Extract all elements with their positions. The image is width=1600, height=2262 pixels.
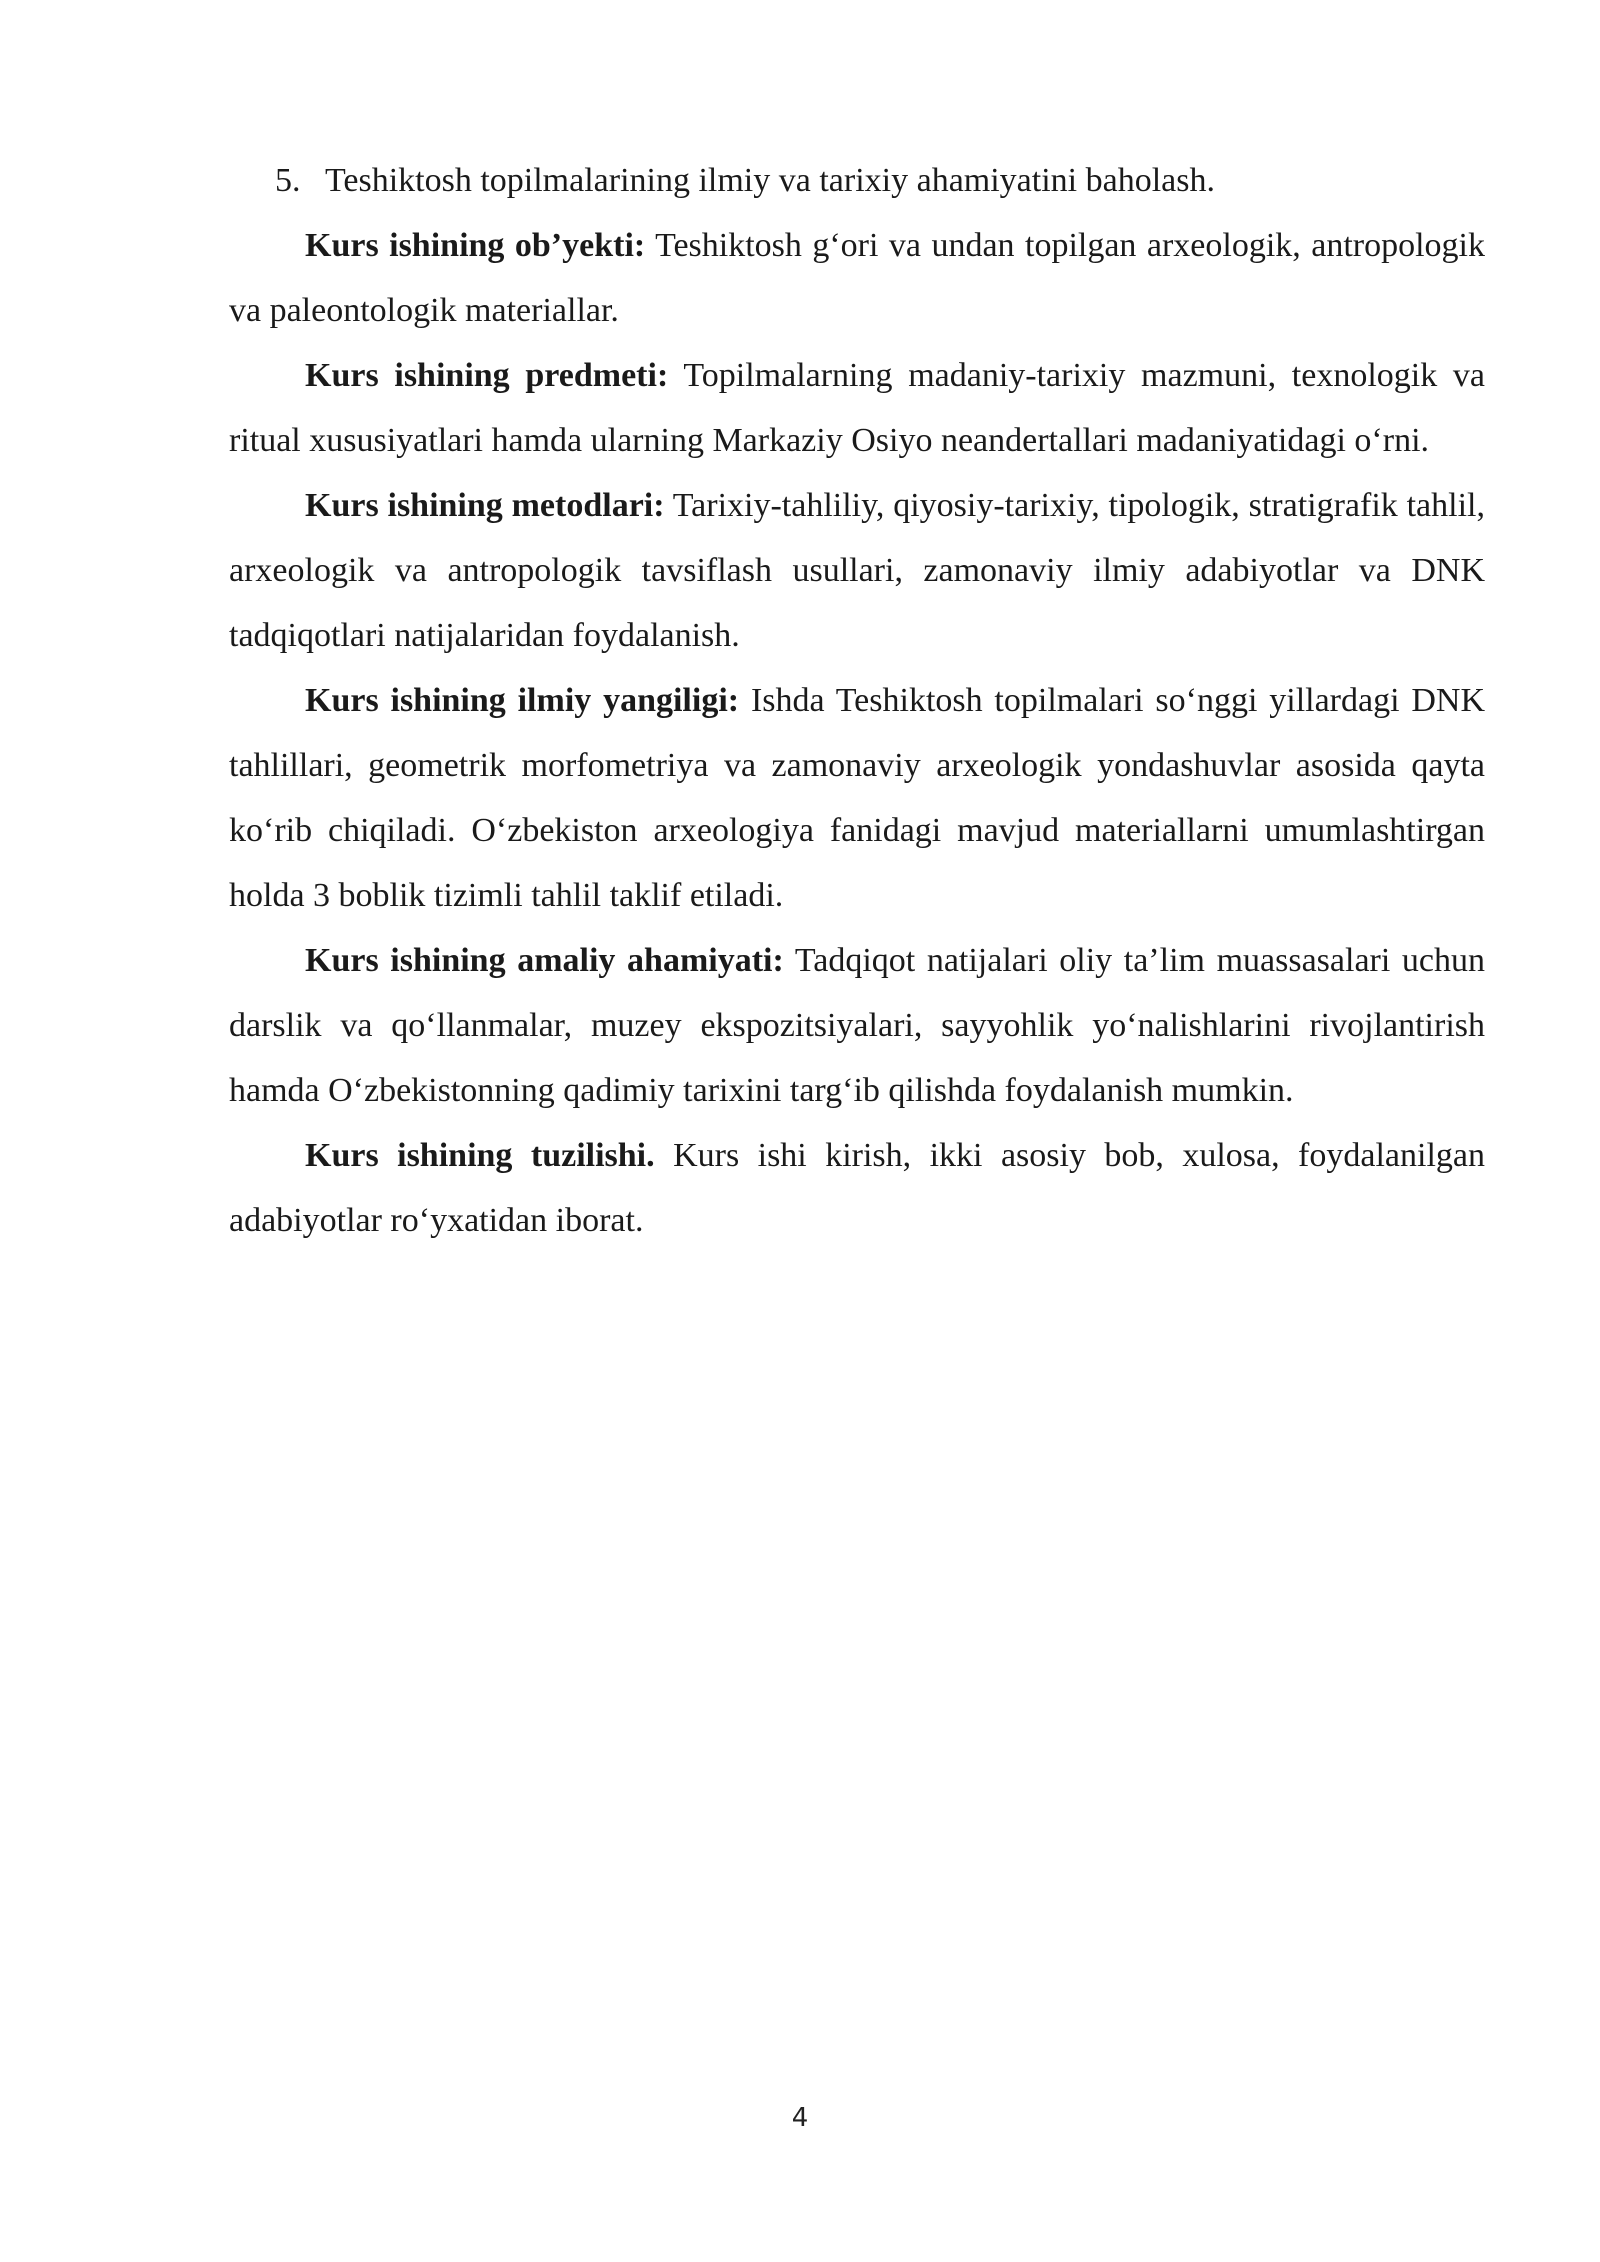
page-number: 4: [791, 2103, 809, 2133]
paragraph-label: Kurs ishining ilmiy yangiligi:: [305, 682, 740, 719]
paragraph-subject: [229, 343, 1485, 473]
paragraph-text: Ishda Teshiktosh topilmalari so‘nggi yillardagi DNK tahlillari, geometrik morfometriya va zamonaviy arxeologik yondashuvlar asosida qayta ko‘rib chiqiladi. O‘zbekiston arxeologiya fanidagi mavjud materiallarni umumlashtirgan holda 3 boblik tizimli tahlil taklif etiladi.: [229, 682, 1486, 914]
paragraph-object: [229, 213, 1485, 343]
paragraph-label: Kurs ishining tuzilishi.: [305, 1137, 655, 1174]
paragraph-text: Topilmalarning madaniy-tarixiy mazmuni, texnologik va ritual xususiyatlari hamda ularning Markaziy Osiyo neandertallari madaniyatidagi o‘rni.: [229, 357, 1485, 459]
paragraph-text: Tadqiqot natijalari oliy ta’lim muassasalari uchun darslik va qo‘llanmalar, muzey ekspozitsiyalari, sayyohlik yo‘nalishlarini rivojlantirish hamda O‘zbekistonning qadimiy tarixini targ‘ib qilishda foydalanish mumkin.: [229, 942, 1486, 1109]
page-content: [229, 148, 1485, 1253]
paragraph-text: Kurs ishi kirish, ikki asosiy bob, xulosa, foydalanilgan adabiyotlar ro‘yxatidan iborat.: [229, 1137, 1485, 1239]
list-item-text: Teshiktosh topilmalarining ilmiy va tarixiy ahamiyatini baholash.: [325, 162, 1215, 199]
paragraph-methods: [229, 473, 1485, 668]
paragraph-text: Tarixiy-tahliliy, qiyosiy-tarixiy, tipologik, stratigrafik tahlil, arxeologik va antropologik tavsiflash usullari, zamonaviy ilmiy adabiyotlar va DNK tadqiqotlari natijalaridan foydalanish.: [229, 487, 1485, 654]
list-item-5: [229, 148, 1485, 213]
paragraph-label: Kurs ishining predmeti:: [305, 357, 669, 394]
paragraph-novelty: [229, 668, 1485, 928]
list-item-number: 5.: [275, 162, 301, 199]
paragraph-label: Kurs ishining amaliy ahamiyati:: [305, 942, 784, 979]
paragraph-practical-significance: [229, 928, 1485, 1123]
paragraph-text: Teshiktosh g‘ori va undan topilgan arxeologik, antropologik va paleontologik materiallar.: [229, 227, 1485, 329]
paragraph-label: Kurs ishining metodlari:: [305, 487, 665, 524]
paragraph-structure: [229, 1123, 1485, 1253]
paragraph-label: Kurs ishining ob’yekti:: [305, 227, 646, 264]
